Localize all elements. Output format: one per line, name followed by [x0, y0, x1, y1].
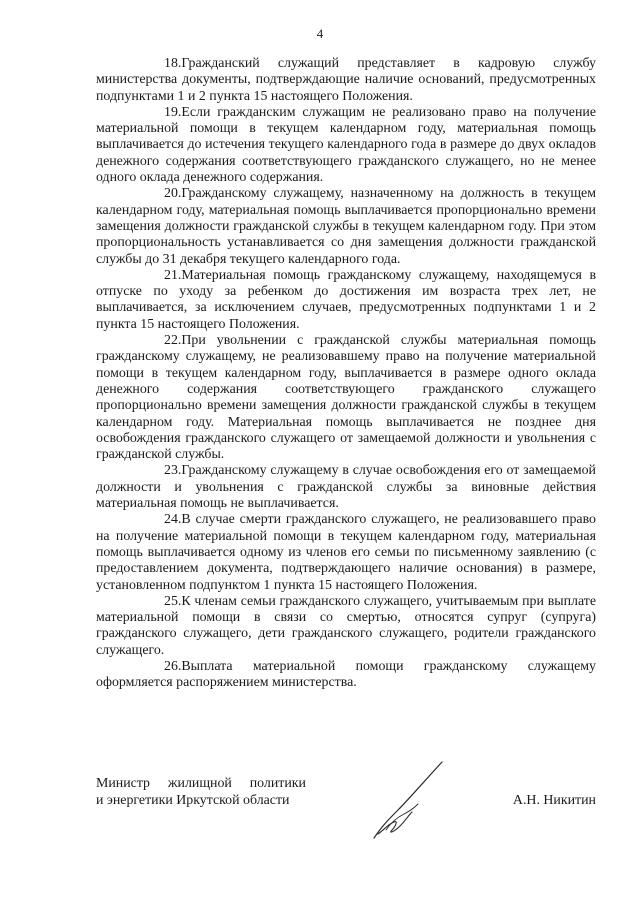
paragraph-text: Гражданскому служащему в случае освобождения его от замещаемой должности и увольнения с гражданской службы за виновные действия материальная помощь не выплачивается.	[96, 463, 596, 512]
paragraph-text: Выплата материальной помощи гражданскому служащему оформляется распоряжением министерства.	[96, 658, 596, 691]
signature-block	[96, 776, 596, 836]
paragraph-26	[96, 659, 596, 692]
paragraph-22	[96, 333, 596, 463]
signatory-position-line-2: и энергетики Иркутской области	[96, 792, 290, 808]
paragraph-number: 23.	[164, 463, 182, 479]
paragraph-24	[96, 512, 596, 593]
signature-stroke	[374, 762, 442, 838]
paragraph-number: 19.	[164, 104, 182, 120]
paragraph-23	[96, 463, 596, 512]
position-word: Министр	[96, 776, 151, 791]
paragraph-25	[96, 594, 596, 659]
position-word: жилищной	[167, 776, 232, 791]
paragraph-number: 21.	[164, 267, 182, 283]
page-number: 4	[316, 26, 324, 41]
document-body	[96, 56, 596, 692]
paragraph-20	[96, 186, 596, 267]
paragraph-text: В случае смерти гражданского служащего, не реализовавшего право на получение материальной помощи в текущем календарном году, материальная помощь выплачивается одному из членов его семьи по письменному заявлению (с предоставлением документа, подтверждающего наличие основания) в размере, установленном подпунктом 1 пункта 15 настоящего Положения.	[96, 512, 596, 593]
paragraph-number: 20.	[164, 186, 182, 202]
paragraph-text: При увольнении с гражданской службы материальная помощь гражданскому служащему, не реализовавшему право на получение материальной помощи в текущем календарном году, выплачивается в размере одного оклада денежного содержания соответствующего гражданского служащего пропорционально времени замещения должности гражданской службы в текущем календарном году. Материальная помощь выплачивается не позднее дня освобождения гражданского служащего от замещаемой должности и увольнения с гражданской службы.	[96, 333, 596, 463]
paragraph-number: 18.	[164, 56, 182, 71]
signature-stroke	[378, 812, 412, 834]
paragraph-text: Если гражданским служащим не реализовано право на получение материальной помощи в текущем календарном году, материальная помощь выплачивается до истечения текущего календарного года в размере до двух окладов денежного содержания соответствующего гражданского служащего, но не менее одного оклада денежного содержания.	[96, 104, 596, 186]
paragraph-number: 25.	[164, 593, 182, 609]
paragraph-text: К членам семьи гражданского служащего, учитываемым при выплате материальной помощи в связи со смертью, относятся супруг (супруга) гражданского служащего, дети гражданского служащего, родители гражданского служащего.	[96, 593, 596, 658]
paragraph-text: Материальная помощь гражданскому служащему, находящемуся в отпуске по уходу за ребенком до достижения им возраста трех лет, не выплачивается, за исключением случаев, предусмотренных подпунктами 1 и 2 пункта 15 настоящего Положения.	[96, 267, 596, 332]
paragraph-text: Гражданский служащий представляет в кадровую службу министерства документы, подтверждающие наличие оснований, предусмотренных подпунктами 1 и 2 пункта 15 настоящего Положения.	[96, 56, 596, 104]
handwritten-signature	[368, 760, 448, 845]
paragraph-19	[96, 105, 596, 186]
signatory-name: А.Н. Никитин	[512, 793, 596, 808]
paragraph-number: 22.	[164, 333, 182, 349]
paragraph-21	[96, 268, 596, 333]
position-word: политики	[249, 776, 306, 791]
signatory-position-line-1	[96, 776, 306, 793]
paragraph-text: Гражданскому служащему, назначенному на должность в текущем календарном году, материальная помощь выплачивается пропорционально времени замещения должности гражданской службы в текущем календарном году. При этом пропорциональность устанавливается со дня замещения должности гражданской службы до 31 декабря текущего календарного года.	[96, 186, 596, 267]
signatory-position	[96, 776, 306, 810]
paragraph-number: 24.	[164, 512, 182, 528]
paragraph-number: 26.	[164, 658, 182, 674]
paragraph-18	[96, 56, 596, 105]
